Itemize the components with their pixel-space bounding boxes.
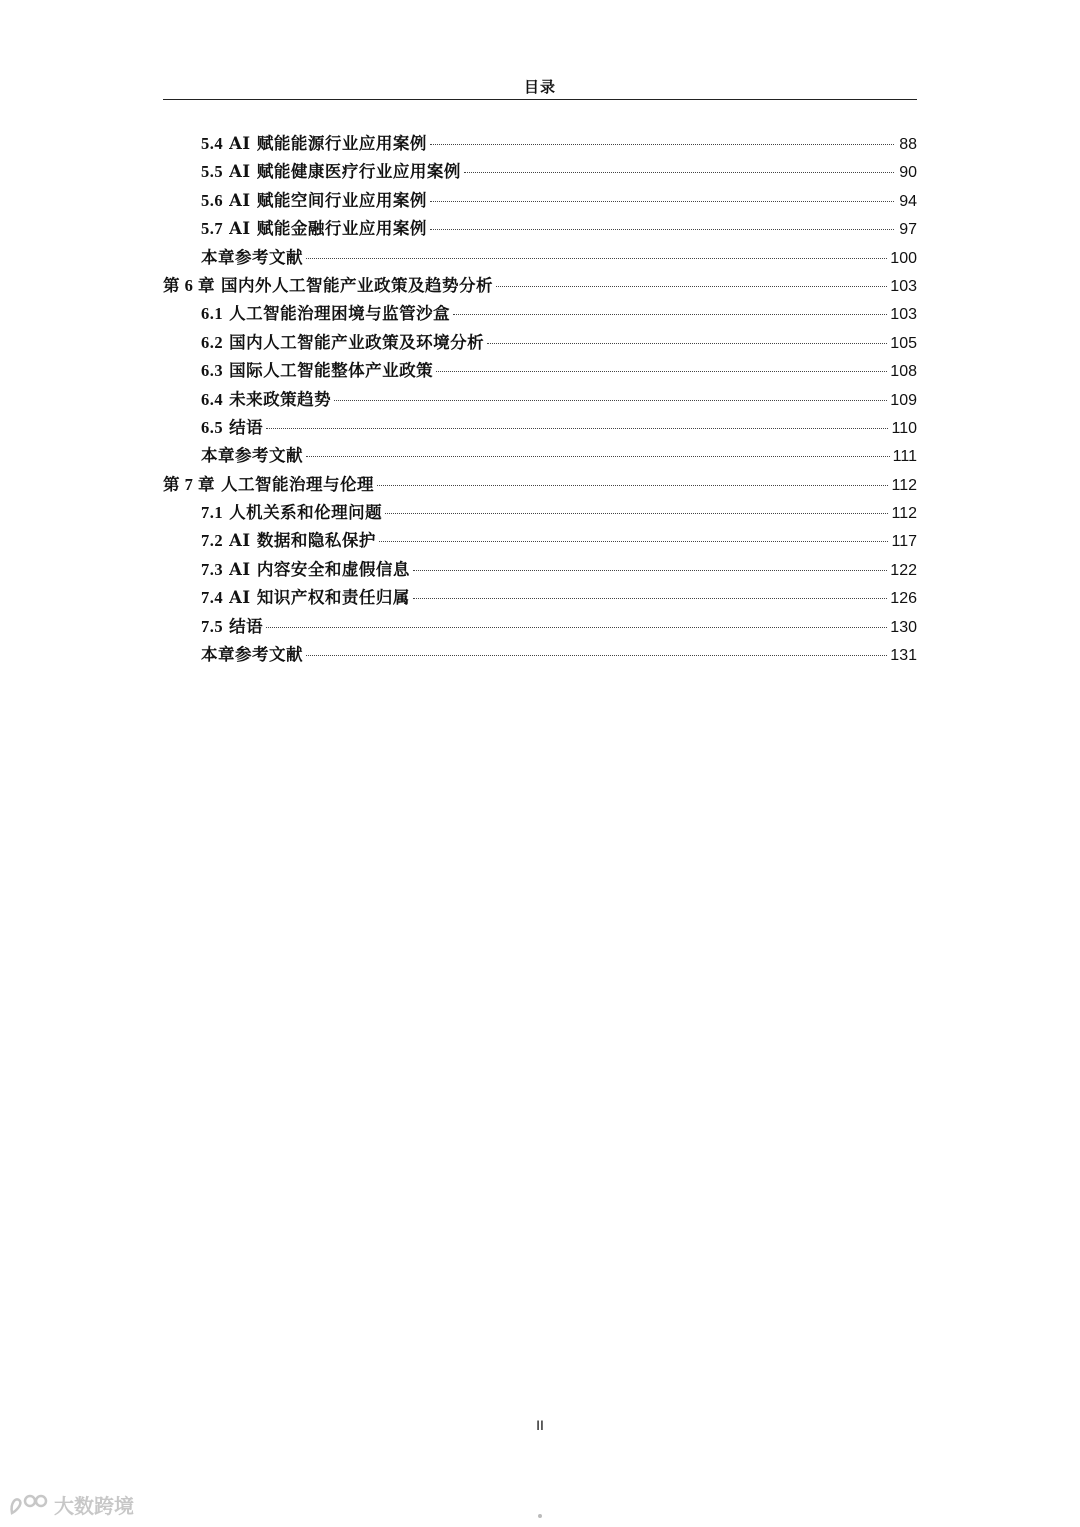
toc-entry-label xyxy=(201,414,263,442)
toc-section-entry[interactable] xyxy=(163,613,917,641)
toc-entry-title: AI 赋能健康医疗行业应用案例 xyxy=(229,162,461,182)
toc-entry-label xyxy=(201,130,427,158)
toc-entry-label xyxy=(201,499,382,527)
toc-dot-leader xyxy=(487,343,887,344)
toc-entry-page: 126 xyxy=(890,590,917,608)
toc-entry-title: 国际人工智能整体产业政策 xyxy=(229,361,434,381)
toc-entry-label xyxy=(201,584,410,612)
toc-entry-page: 108 xyxy=(890,363,917,381)
toc-entry-page: 130 xyxy=(890,618,917,636)
toc-entry-number: 5.6 xyxy=(201,190,224,210)
table-of-contents xyxy=(163,130,917,669)
toc-dot-leader xyxy=(334,400,887,401)
toc-entry-title: AI 数据和隐私保护 xyxy=(229,531,376,551)
page-number: II xyxy=(536,1417,544,1433)
toc-entry-page: 103 xyxy=(890,306,917,324)
toc-section-entry[interactable] xyxy=(163,187,917,215)
toc-entry-title: AI 知识产权和责任归属 xyxy=(229,588,410,608)
toc-entry-page: 112 xyxy=(891,476,917,494)
toc-section-entry[interactable] xyxy=(163,442,917,470)
toc-entry-page: 110 xyxy=(891,419,917,437)
toc-section-entry[interactable] xyxy=(163,130,917,158)
toc-entry-number: 5.7 xyxy=(201,219,224,239)
toc-section-entry[interactable] xyxy=(163,556,917,584)
toc-entry-label xyxy=(201,158,461,186)
toc-entry-title: 未来政策趋势 xyxy=(229,389,332,409)
toc-entry-title: 结语 xyxy=(229,417,264,437)
toc-entry-page: 122 xyxy=(890,561,917,579)
toc-entry-number: 6.4 xyxy=(201,389,224,409)
toc-section-entry[interactable] xyxy=(163,300,917,328)
toc-entry-label xyxy=(201,556,410,584)
toc-entry-label xyxy=(201,527,376,555)
toc-entry-number: 6.5 xyxy=(201,417,224,437)
toc-entry-label xyxy=(201,386,331,414)
toc-entry-page: 90 xyxy=(899,164,917,182)
toc-entry-title: AI 内容安全和虚假信息 xyxy=(229,559,410,579)
toc-entry-label xyxy=(201,641,303,669)
toc-entry-number: 第 6 章 xyxy=(163,275,215,295)
toc-entry-label xyxy=(201,613,263,641)
toc-entry-title: 国内人工智能产业政策及环境分析 xyxy=(229,332,485,352)
toc-dot-leader xyxy=(453,314,887,315)
toc-dot-leader xyxy=(266,627,887,628)
toc-section-entry[interactable] xyxy=(163,215,917,243)
toc-chapter-entry[interactable] xyxy=(163,272,917,300)
watermark xyxy=(8,1490,134,1519)
toc-entry-number: 5.5 xyxy=(201,162,224,182)
toc-dot-leader xyxy=(430,229,894,230)
toc-dot-leader xyxy=(464,172,894,173)
toc-entry-title: 结语 xyxy=(229,616,264,636)
toc-dot-leader xyxy=(413,570,887,571)
toc-entry-page: 88 xyxy=(899,136,917,153)
toc-entry-number: 7.1 xyxy=(201,503,224,523)
toc-entry-label xyxy=(201,215,427,243)
toc-section-entry[interactable] xyxy=(163,527,917,555)
page-dot-mark xyxy=(538,1514,542,1518)
toc-chapter-entry[interactable] xyxy=(163,471,917,499)
toc-entry-label xyxy=(201,300,450,328)
toc-entry-number: 7.3 xyxy=(201,559,224,579)
toc-entry-number: 7.2 xyxy=(201,531,224,551)
toc-entry-number: 6.1 xyxy=(201,304,224,324)
toc-entry-page: 112 xyxy=(891,505,917,523)
toc-dot-leader xyxy=(306,456,890,457)
toc-entry-number: 7.5 xyxy=(201,616,224,636)
toc-entry-label xyxy=(201,442,303,470)
toc-dot-leader xyxy=(385,513,888,514)
toc-entry-title: AI 赋能空间行业应用案例 xyxy=(229,190,427,210)
toc-section-entry[interactable] xyxy=(163,414,917,442)
logo-icon xyxy=(8,1493,50,1517)
toc-entry-number: 5.4 xyxy=(201,134,224,153)
toc-entry-page: 94 xyxy=(899,192,917,210)
toc-entry-number: 6.3 xyxy=(201,361,224,381)
toc-section-entry[interactable] xyxy=(163,329,917,357)
toc-entry-title: 本章参考文献 xyxy=(201,645,303,665)
toc-entry-number: 7.4 xyxy=(201,588,224,608)
toc-entry-page: 97 xyxy=(899,221,917,239)
toc-entry-title: 本章参考文献 xyxy=(201,446,303,466)
toc-entry-label xyxy=(163,272,493,300)
toc-entry-page: 109 xyxy=(890,391,917,409)
toc-section-entry[interactable] xyxy=(163,584,917,612)
toc-entry-page: 100 xyxy=(890,249,917,267)
toc-entry-title: AI 赋能金融行业应用案例 xyxy=(229,219,427,239)
toc-entry-label xyxy=(201,329,484,357)
toc-dot-leader xyxy=(266,428,888,429)
toc-entry-title: 人工智能治理与伦理 xyxy=(221,474,374,494)
toc-section-entry[interactable] xyxy=(163,158,917,186)
toc-section-entry[interactable] xyxy=(163,499,917,527)
toc-dot-leader xyxy=(306,258,887,259)
toc-entry-label xyxy=(201,187,427,215)
toc-section-entry[interactable] xyxy=(163,641,917,669)
toc-dot-leader xyxy=(496,286,887,287)
toc-entry-page: 111 xyxy=(892,448,917,466)
toc-entry-title: AI 赋能能源行业应用案例 xyxy=(229,134,427,153)
toc-dot-leader xyxy=(413,598,887,599)
watermark-text: 大数跨境 xyxy=(54,1494,134,1518)
toc-section-entry[interactable] xyxy=(163,357,917,385)
toc-dot-leader xyxy=(306,655,887,656)
page-header-title: 目录 xyxy=(523,78,556,96)
header-divider xyxy=(163,99,917,100)
toc-entry-number: 6.2 xyxy=(201,332,224,352)
toc-section-entry[interactable] xyxy=(163,386,917,414)
toc-dot-leader xyxy=(379,541,889,542)
toc-dot-leader xyxy=(377,485,888,486)
toc-dot-leader xyxy=(436,371,887,372)
toc-entry-title: 人机关系和伦理问题 xyxy=(229,503,383,523)
toc-entry-label xyxy=(201,357,433,385)
toc-entry-page: 117 xyxy=(891,533,917,551)
toc-dot-leader xyxy=(430,201,894,202)
toc-entry-number: 第 7 章 xyxy=(163,474,215,494)
toc-entry-page: 131 xyxy=(890,647,917,665)
toc-entry-page: 103 xyxy=(890,277,917,295)
toc-section-entry[interactable] xyxy=(163,244,917,272)
toc-entry-title: 国内外人工智能产业政策及趋势分析 xyxy=(221,275,493,295)
toc-entry-label xyxy=(201,244,303,272)
toc-entry-label xyxy=(163,471,374,499)
toc-entry-title: 人工智能治理困境与监管沙盒 xyxy=(229,304,451,324)
toc-entry-page: 105 xyxy=(890,334,917,352)
toc-entry-title: 本章参考文献 xyxy=(201,247,303,267)
toc-dot-leader xyxy=(430,144,894,145)
